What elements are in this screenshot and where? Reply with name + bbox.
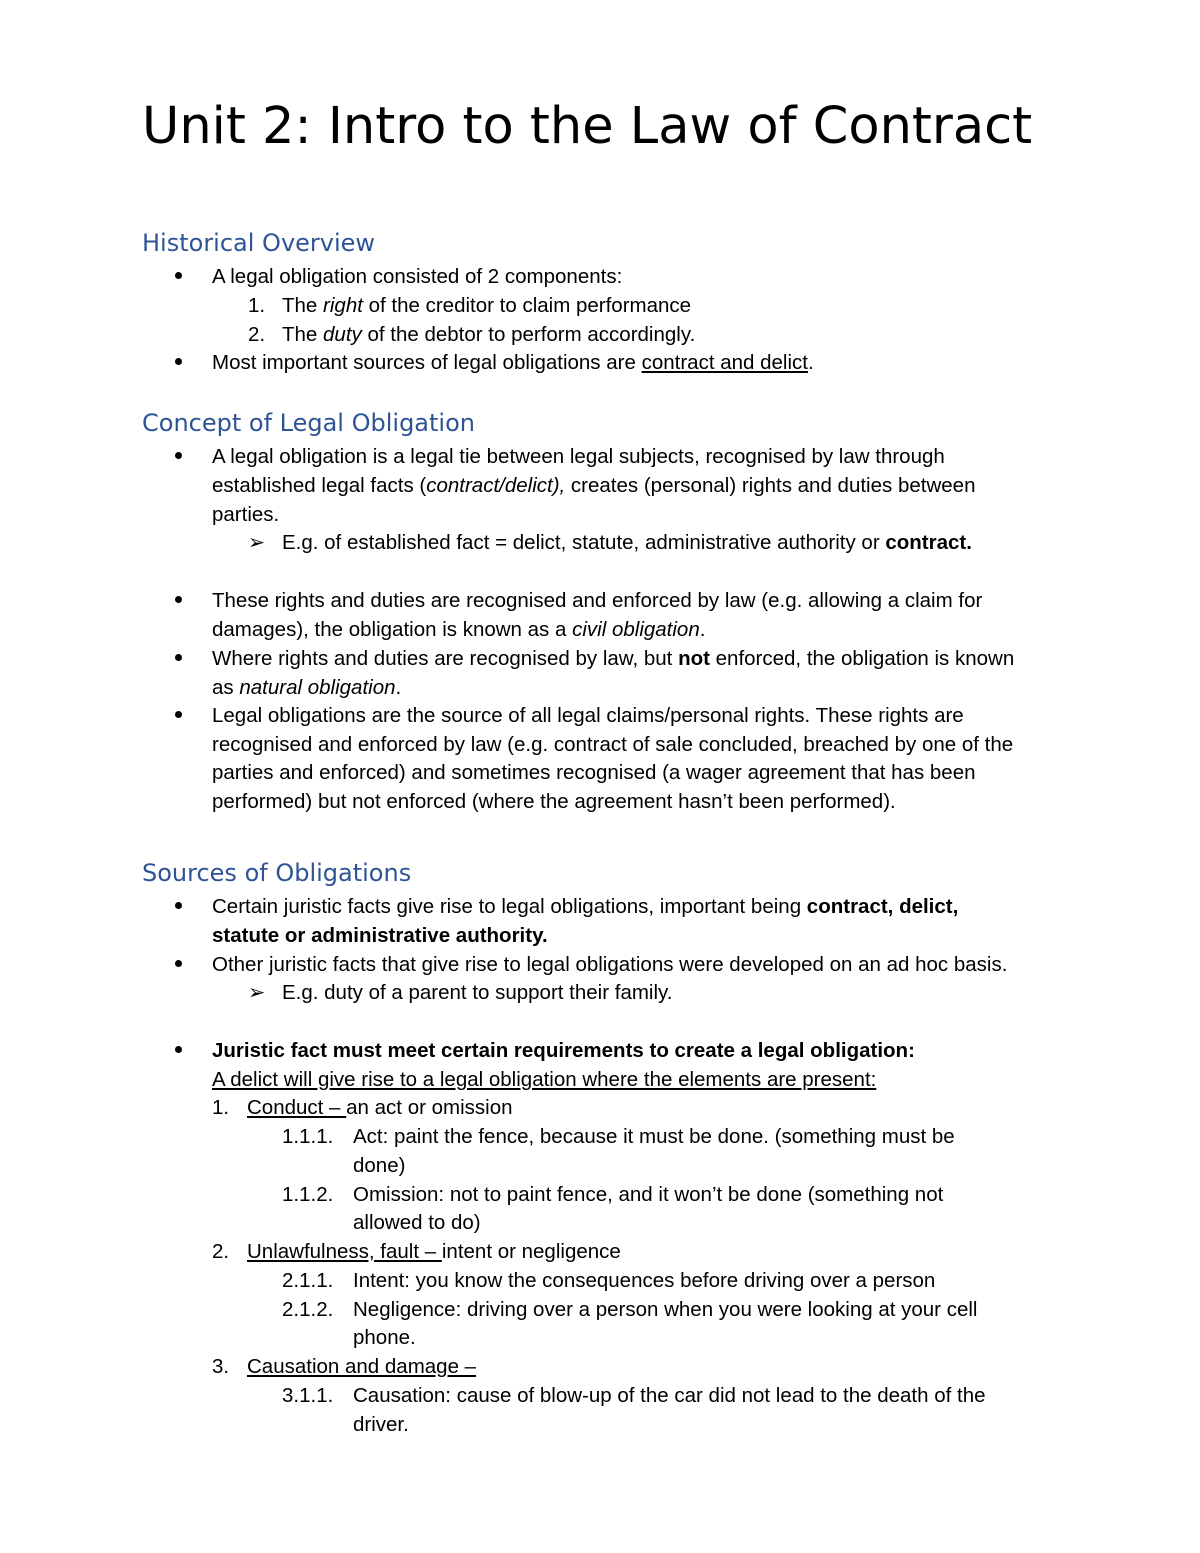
element-conduct: Conduct – an act or omission (247, 1096, 513, 1119)
list-number: 2. (212, 1240, 230, 1263)
sub-list-item: E.g. duty of a parent to support their family. (282, 981, 673, 1004)
list-number: 3.1.1. (282, 1384, 334, 1407)
list-item-continuation: parties and enforced) and sometimes recognised (a wager agreement that has been (212, 761, 976, 784)
list-item-continuation: established legal facts (contract/delict), creates (personal) rights and duties between (212, 474, 976, 497)
heading-concept-of-legal-obligation: Concept of Legal Obligation (142, 409, 475, 437)
sub-list-item-continuation: phone. (353, 1326, 416, 1349)
list-item: The right of the creditor to claim performance (282, 294, 692, 317)
bullet (175, 596, 182, 603)
list-number: 2. (248, 323, 266, 346)
arrow-bullet-icon: ➢ (248, 531, 266, 554)
list-number: 1. (212, 1096, 230, 1119)
list-item-continuation: recognised and enforced by law (e.g. contract of sale concluded, breached by one of the (212, 733, 1014, 756)
list-number: 3. (212, 1355, 230, 1378)
element-causation-damage: Causation and damage – (247, 1355, 477, 1378)
list-item: Where rights and duties are recognised by law, but not enforced, the obligation is known (212, 647, 1015, 670)
bullet (175, 452, 182, 459)
list-item: A legal obligation is a legal tie between legal subjects, recognised by law through (212, 445, 945, 468)
list-item: Certain juristic facts give rise to legal obligations, important being contract, delict, (212, 895, 959, 918)
document-title: Unit 2: Intro to the Law of Contract (142, 97, 1033, 156)
sub-list-item: Negligence: driving over a person when you were looking at your cell (353, 1298, 978, 1321)
sub-list-item: Intent: you know the consequences before driving over a person (353, 1269, 936, 1292)
list-item-continuation: performed) but not enforced (where the agreement hasn’t been performed). (212, 790, 896, 813)
list-item-continuation: parties. (212, 503, 280, 526)
list-number: 2.1.1. (282, 1269, 334, 1292)
bullet (175, 654, 182, 661)
list-number: 1.1.2. (282, 1183, 334, 1206)
sub-list-item-continuation: allowed to do) (353, 1211, 481, 1234)
bullet (175, 1046, 182, 1053)
bullet (175, 960, 182, 967)
list-item: Other juristic facts that give rise to legal obligations were developed on an ad hoc basis. (212, 953, 1008, 976)
list-number: 1.1.1. (282, 1125, 334, 1148)
list-number: 1. (248, 294, 266, 317)
list-item-continuation: A delict will give rise to a legal obligation where the elements are present: (212, 1068, 877, 1091)
bullet (175, 358, 182, 365)
arrow-bullet-icon: ➢ (248, 981, 266, 1004)
bullet (175, 272, 182, 279)
bullet (175, 711, 182, 718)
sub-list-item: E.g. of established fact = delict, statute, administrative authority or contract. (282, 531, 972, 554)
sub-list-item-continuation: driver. (353, 1413, 409, 1436)
list-item-continuation: as natural obligation. (212, 676, 402, 699)
sub-list-item: Omission: not to paint fence, and it won’t be done (something not (353, 1183, 944, 1206)
list-number: 2.1.2. (282, 1298, 334, 1321)
list-item: Most important sources of legal obligations are contract and delict. (212, 351, 814, 374)
list-item: Juristic fact must meet certain requirements to create a legal obligation: (212, 1039, 915, 1062)
list-item: A legal obligation consisted of 2 components: (212, 265, 623, 288)
heading-sources-of-obligations: Sources of Obligations (142, 859, 412, 887)
list-item-continuation: damages), the obligation is known as a civil obligation. (212, 618, 706, 641)
list-item-continuation: statute or administrative authority. (212, 924, 548, 947)
sub-list-item: Act: paint the fence, because it must be done. (something must be (353, 1125, 955, 1148)
bullet (175, 902, 182, 909)
sub-list-item-continuation: done) (353, 1154, 406, 1177)
list-item: The duty of the debtor to perform accordingly. (282, 323, 696, 346)
list-item: These rights and duties are recognised and enforced by law (e.g. allowing a claim for (212, 589, 983, 612)
list-item: Legal obligations are the source of all legal claims/personal rights. These rights are (212, 704, 964, 727)
sub-list-item: Causation: cause of blow-up of the car did not lead to the death of the (353, 1384, 986, 1407)
element-unlawfulness-fault: Unlawfulness, fault – intent or negligence (247, 1240, 621, 1263)
heading-historical-overview: Historical Overview (142, 229, 376, 257)
